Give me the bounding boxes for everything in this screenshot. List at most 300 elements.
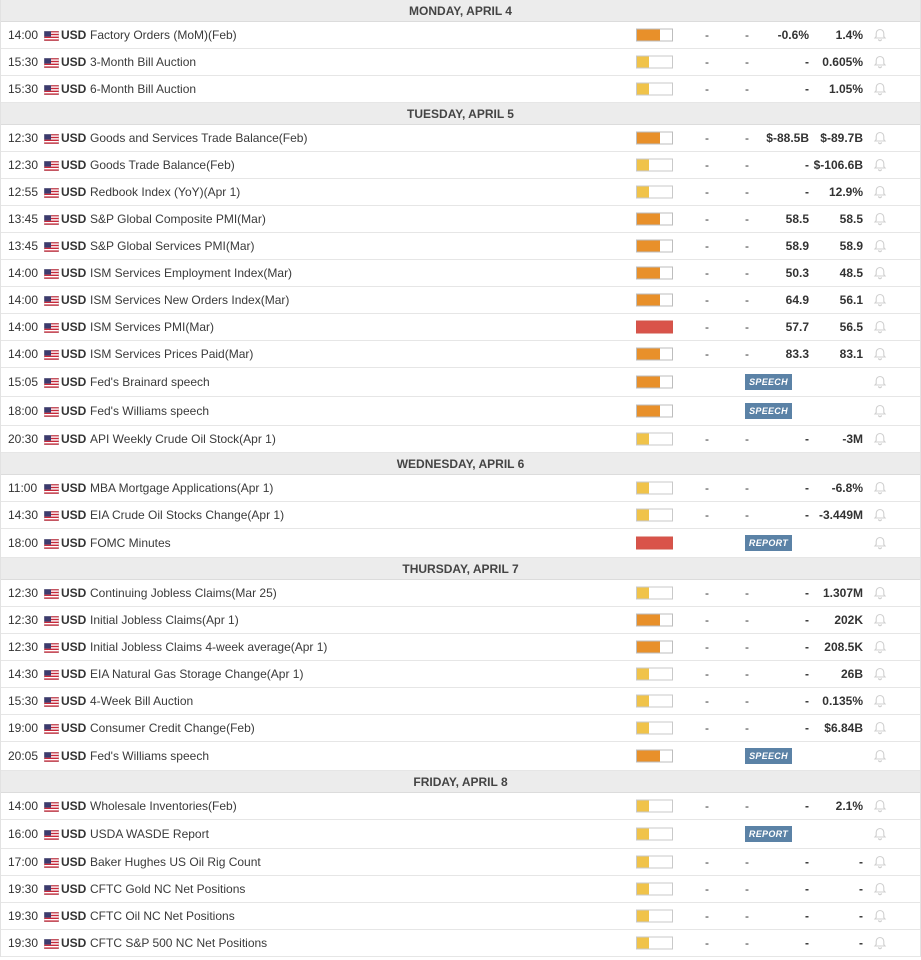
us-flag-icon — [44, 615, 59, 625]
bell-icon[interactable] — [873, 667, 887, 681]
event-value-c1: - — [705, 721, 709, 735]
bell-icon[interactable] — [873, 320, 887, 334]
event-value-c4: - — [859, 909, 863, 923]
impact-indicator — [636, 348, 673, 361]
event-value-c1: - — [705, 586, 709, 600]
event-name[interactable]: Fed's Williams speech — [90, 749, 209, 763]
event-time: 14:00 — [8, 320, 39, 334]
event-row[interactable] — [1, 475, 920, 502]
bell-icon[interactable] — [873, 536, 887, 550]
event-time: 15:30 — [8, 55, 39, 69]
event-row[interactable] — [1, 152, 920, 179]
impact-fill — [637, 884, 649, 895]
event-time: 12:30 — [8, 131, 39, 145]
event-row[interactable] — [1, 688, 920, 715]
event-value-c4: 2.1% — [835, 799, 863, 813]
event-value-c1: - — [705, 239, 709, 253]
event-value-c4: 1.05% — [828, 82, 863, 96]
day-header: THURSDAY, APRIL 7 — [1, 558, 920, 580]
event-time: 13:45 — [8, 212, 39, 226]
impact-fill — [637, 377, 660, 388]
event-currency: USD — [61, 694, 87, 708]
impact-indicator — [636, 722, 673, 735]
speech-badge[interactable]: SPEECH — [745, 403, 792, 419]
impact-fill — [637, 588, 649, 599]
impact-fill — [637, 538, 672, 549]
us-flag-icon — [44, 829, 59, 839]
event-name[interactable]: ISM Services New Orders Index(Mar) — [90, 293, 290, 307]
event-value-c2: - — [745, 936, 749, 950]
event-value-c3: - — [805, 721, 809, 735]
event-value-c1: - — [705, 909, 709, 923]
bell-icon[interactable] — [873, 293, 887, 307]
day-header: MONDAY, APRIL 4 — [1, 0, 920, 22]
us-flag-icon — [44, 857, 59, 867]
impact-indicator — [636, 750, 673, 763]
day-header: TUESDAY, APRIL 5 — [1, 103, 920, 125]
event-value-c3: - — [805, 909, 809, 923]
bell-icon[interactable] — [873, 131, 887, 145]
event-time: 20:30 — [8, 432, 39, 446]
event-time: 19:00 — [8, 721, 39, 735]
event-value-c3: - — [805, 586, 809, 600]
event-name[interactable]: CFTC Oil NC Net Positions — [90, 909, 235, 923]
impact-fill — [637, 322, 672, 333]
event-value-c2: - — [745, 266, 749, 280]
event-row[interactable] — [1, 49, 920, 76]
event-row[interactable] — [1, 260, 920, 287]
event-name[interactable]: EIA Natural Gas Storage Change(Apr 1) — [90, 667, 304, 681]
event-currency: USD — [61, 158, 87, 172]
event-row[interactable] — [1, 22, 920, 49]
impact-fill — [637, 406, 660, 417]
impact-fill — [637, 751, 660, 762]
event-currency: USD — [61, 536, 87, 550]
event-name[interactable]: Factory Orders (MoM)(Feb) — [90, 28, 237, 42]
event-time: 15:30 — [8, 82, 39, 96]
us-flag-icon — [44, 938, 59, 948]
impact-indicator — [636, 587, 673, 600]
event-row[interactable] — [1, 793, 920, 820]
event-name[interactable]: S&P Global Services PMI(Mar) — [90, 239, 255, 253]
bell-icon[interactable] — [873, 158, 887, 172]
event-time: 17:00 — [8, 855, 39, 869]
us-flag-icon — [44, 669, 59, 679]
bell-icon[interactable] — [873, 749, 887, 763]
event-row[interactable] — [1, 876, 920, 903]
us-flag-icon — [44, 30, 59, 40]
bell-icon[interactable] — [873, 375, 887, 389]
event-time: 14:00 — [8, 799, 39, 813]
event-value-c2: - — [745, 694, 749, 708]
impact-fill — [637, 669, 649, 680]
us-flag-icon — [44, 801, 59, 811]
impact-indicator — [636, 828, 673, 841]
report-badge[interactable]: REPORT — [745, 535, 792, 551]
event-value-c3: $-88.5B — [766, 131, 809, 145]
us-flag-icon — [44, 911, 59, 921]
event-value-c2: - — [745, 909, 749, 923]
event-value-c3: - — [805, 799, 809, 813]
event-value-c4: 83.1 — [839, 347, 863, 361]
event-value-c4: 26B — [840, 667, 863, 681]
bell-icon[interactable] — [873, 640, 887, 654]
event-value-c4: -3M — [842, 432, 863, 446]
impact-fill — [637, 642, 660, 653]
event-value-c1: - — [705, 936, 709, 950]
bell-icon[interactable] — [873, 481, 887, 495]
event-value-c4: 58.9 — [839, 239, 863, 253]
event-currency: USD — [61, 855, 87, 869]
event-currency: USD — [61, 640, 87, 654]
us-flag-icon — [44, 884, 59, 894]
event-value-c1: - — [705, 293, 709, 307]
event-row[interactable] — [1, 607, 920, 634]
event-value-c4: 48.5 — [839, 266, 863, 280]
impact-fill — [637, 938, 649, 949]
event-name[interactable]: 4-Week Bill Auction — [90, 694, 194, 708]
event-row[interactable] — [1, 661, 920, 688]
event-value-c3: 58.9 — [785, 239, 809, 253]
event-value-c2: - — [745, 508, 749, 522]
event-value-c4: 1.307M — [822, 586, 863, 600]
event-value-c4: 202K — [834, 613, 863, 627]
event-name[interactable]: Goods and Services Trade Balance(Feb) — [90, 131, 308, 145]
event-row[interactable] — [1, 179, 920, 206]
impact-fill — [637, 30, 660, 41]
event-value-c2: - — [745, 347, 749, 361]
event-row[interactable] — [1, 529, 920, 558]
event-value-c3: 57.7 — [785, 320, 809, 334]
event-value-c4: 12.9% — [828, 185, 863, 199]
bell-icon[interactable] — [873, 82, 887, 96]
event-value-c2: - — [745, 82, 749, 96]
event-value-c1: - — [705, 55, 709, 69]
us-flag-icon — [44, 483, 59, 493]
event-name[interactable]: Continuing Jobless Claims(Mar 25) — [90, 586, 277, 600]
bell-icon[interactable] — [873, 586, 887, 600]
event-value-c1: - — [705, 266, 709, 280]
event-value-c3: - — [805, 640, 809, 654]
event-time: 12:30 — [8, 613, 39, 627]
event-currency: USD — [61, 266, 87, 280]
event-name[interactable]: Goods Trade Balance(Feb) — [90, 158, 235, 172]
event-value-c3: 50.3 — [785, 266, 809, 280]
event-name[interactable]: Fed's Williams speech — [90, 404, 209, 418]
us-flag-icon — [44, 84, 59, 94]
impact-indicator — [636, 695, 673, 708]
event-row[interactable] — [1, 502, 920, 529]
event-value-c2: - — [745, 293, 749, 307]
event-currency: USD — [61, 613, 87, 627]
event-row[interactable] — [1, 820, 920, 849]
report-badge[interactable]: REPORT — [745, 826, 792, 842]
us-flag-icon — [44, 268, 59, 278]
impact-indicator — [636, 186, 673, 199]
impact-indicator — [636, 800, 673, 813]
event-currency: USD — [61, 239, 87, 253]
event-value-c3: - — [805, 82, 809, 96]
event-name[interactable]: CFTC Gold NC Net Positions — [90, 882, 246, 896]
impact-fill — [637, 696, 649, 707]
us-flag-icon — [44, 241, 59, 251]
event-row[interactable] — [1, 287, 920, 314]
event-value-c1: - — [705, 185, 709, 199]
bell-icon[interactable] — [873, 432, 887, 446]
event-value-c3: - — [805, 855, 809, 869]
event-currency: USD — [61, 909, 87, 923]
event-row[interactable] — [1, 368, 920, 397]
event-time: 12:30 — [8, 158, 39, 172]
event-time: 19:30 — [8, 909, 39, 923]
event-value-c3: - — [805, 481, 809, 495]
impact-fill — [637, 295, 660, 306]
impact-fill — [637, 483, 649, 494]
impact-indicator — [636, 537, 673, 550]
event-currency: USD — [61, 508, 87, 522]
us-flag-icon — [44, 214, 59, 224]
event-value-c2: - — [745, 667, 749, 681]
event-row[interactable] — [1, 125, 920, 152]
impact-fill — [637, 723, 649, 734]
event-currency: USD — [61, 586, 87, 600]
bell-icon[interactable] — [873, 827, 887, 841]
impact-indicator — [636, 213, 673, 226]
us-flag-icon — [44, 322, 59, 332]
impact-indicator — [636, 132, 673, 145]
impact-fill — [637, 84, 649, 95]
event-name[interactable]: ISM Services PMI(Mar) — [90, 320, 215, 334]
us-flag-icon — [44, 510, 59, 520]
event-value-c4: 0.605% — [822, 55, 863, 69]
event-row[interactable] — [1, 580, 920, 607]
event-value-c1: - — [705, 667, 709, 681]
speech-badge[interactable]: SPEECH — [745, 374, 792, 390]
event-value-c4: 208.5K — [824, 640, 863, 654]
event-value-c1: - — [705, 694, 709, 708]
event-value-c2: - — [745, 432, 749, 446]
event-value-c2: - — [745, 586, 749, 600]
impact-fill — [637, 241, 660, 252]
event-value-c2: - — [745, 721, 749, 735]
impact-fill — [637, 57, 649, 68]
event-row[interactable] — [1, 715, 920, 742]
event-row[interactable] — [1, 76, 920, 103]
event-row[interactable] — [1, 397, 920, 426]
impact-fill — [637, 434, 649, 445]
impact-fill — [637, 160, 649, 171]
event-value-c1: - — [705, 799, 709, 813]
impact-fill — [637, 510, 649, 521]
event-name[interactable]: S&P Global Composite PMI(Mar) — [90, 212, 266, 226]
event-value-c4: - — [859, 882, 863, 896]
event-currency: USD — [61, 667, 87, 681]
bell-icon[interactable] — [873, 936, 887, 950]
event-row[interactable] — [1, 930, 920, 957]
event-row[interactable] — [1, 206, 920, 233]
event-currency: USD — [61, 375, 87, 389]
event-value-c2: - — [745, 131, 749, 145]
event-currency: USD — [61, 799, 87, 813]
impact-fill — [637, 214, 660, 225]
event-value-c2: - — [745, 239, 749, 253]
event-value-c4: - — [859, 855, 863, 869]
event-value-c4: $-106.6B — [813, 158, 863, 172]
event-name[interactable]: Redbook Index (YoY)(Apr 1) — [90, 185, 241, 199]
event-value-c4: 0.135% — [822, 694, 863, 708]
event-value-c3: - — [805, 694, 809, 708]
bell-icon[interactable] — [873, 909, 887, 923]
bell-icon[interactable] — [873, 185, 887, 199]
bell-icon[interactable] — [873, 799, 887, 813]
event-value-c3: - — [805, 508, 809, 522]
event-row[interactable] — [1, 233, 920, 260]
event-row[interactable] — [1, 849, 920, 876]
bell-icon[interactable] — [873, 404, 887, 418]
event-time: 11:00 — [8, 481, 38, 495]
event-time: 18:00 — [8, 536, 39, 550]
us-flag-icon — [44, 588, 59, 598]
us-flag-icon — [44, 406, 59, 416]
event-value-c4: 56.1 — [839, 293, 863, 307]
event-row[interactable] — [1, 634, 920, 661]
speech-badge[interactable]: SPEECH — [745, 748, 792, 764]
us-flag-icon — [44, 723, 59, 733]
impact-fill — [637, 615, 660, 626]
impact-indicator — [636, 321, 673, 334]
event-time: 15:30 — [8, 694, 39, 708]
event-currency: USD — [61, 936, 87, 950]
event-value-c3: - — [805, 667, 809, 681]
event-value-c3: -0.6% — [777, 28, 809, 42]
event-time: 12:30 — [8, 586, 39, 600]
impact-indicator — [636, 910, 673, 923]
event-value-c4: 56.5 — [839, 320, 863, 334]
event-time: 14:00 — [8, 293, 39, 307]
event-value-c4: $-89.7B — [820, 131, 863, 145]
event-value-c2: - — [745, 481, 749, 495]
bell-icon[interactable] — [873, 855, 887, 869]
event-value-c1: - — [705, 613, 709, 627]
event-time: 13:45 — [8, 239, 39, 253]
impact-indicator — [636, 56, 673, 69]
impact-indicator — [636, 509, 673, 522]
day-header: FRIDAY, APRIL 8 — [1, 771, 920, 793]
bell-icon[interactable] — [873, 28, 887, 42]
event-name[interactable]: MBA Mortgage Applications(Apr 1) — [90, 481, 274, 495]
bell-icon[interactable] — [873, 882, 887, 896]
event-value-c3: - — [805, 158, 809, 172]
event-name[interactable]: Consumer Credit Change(Feb) — [90, 721, 255, 735]
event-value-c1: - — [705, 82, 709, 96]
bell-icon[interactable] — [873, 212, 887, 226]
event-row[interactable] — [1, 742, 920, 771]
bell-icon[interactable] — [873, 266, 887, 280]
bell-icon[interactable] — [873, 721, 887, 735]
event-value-c2: - — [745, 158, 749, 172]
event-value-c3: 58.5 — [785, 212, 809, 226]
impact-fill — [637, 801, 649, 812]
event-name[interactable]: 6-Month Bill Auction — [90, 82, 197, 96]
impact-indicator — [636, 883, 673, 896]
event-time: 14:30 — [8, 508, 39, 522]
event-value-c1: - — [705, 508, 709, 522]
bell-icon[interactable] — [873, 55, 887, 69]
event-time: 19:30 — [8, 936, 39, 950]
impact-fill — [637, 857, 649, 868]
event-value-c1: - — [705, 320, 709, 334]
us-flag-icon — [44, 349, 59, 359]
bell-icon[interactable] — [873, 239, 887, 253]
event-time: 18:00 — [8, 404, 39, 418]
event-name[interactable]: Wholesale Inventories(Feb) — [90, 799, 237, 813]
event-value-c2: - — [745, 799, 749, 813]
event-currency: USD — [61, 28, 87, 42]
impact-indicator — [636, 267, 673, 280]
impact-indicator — [636, 856, 673, 869]
bell-icon[interactable] — [873, 347, 887, 361]
impact-indicator — [636, 668, 673, 681]
event-value-c3: 83.3 — [785, 347, 809, 361]
event-currency: USD — [61, 82, 87, 96]
event-name[interactable]: EIA Crude Oil Stocks Change(Apr 1) — [90, 508, 285, 522]
event-value-c3: - — [805, 185, 809, 199]
event-currency: USD — [61, 721, 87, 735]
event-name[interactable]: ISM Services Employment Index(Mar) — [90, 266, 293, 280]
event-value-c2: - — [745, 28, 749, 42]
event-name[interactable]: Initial Jobless Claims 4-week average(Apr 1) — [90, 640, 328, 654]
event-row[interactable] — [1, 314, 920, 341]
bell-icon[interactable] — [873, 694, 887, 708]
event-value-c1: - — [705, 28, 709, 42]
event-currency: USD — [61, 55, 87, 69]
bell-icon[interactable] — [873, 613, 887, 627]
event-time: 12:30 — [8, 640, 39, 654]
event-name[interactable]: API Weekly Crude Oil Stock(Apr 1) — [90, 432, 276, 446]
bell-icon[interactable] — [873, 508, 887, 522]
event-row[interactable] — [1, 426, 920, 453]
event-value-c1: - — [705, 212, 709, 226]
us-flag-icon — [44, 57, 59, 67]
us-flag-icon — [44, 295, 59, 305]
event-value-c3: 64.9 — [785, 293, 809, 307]
event-value-c1: - — [705, 158, 709, 172]
event-time: 14:00 — [8, 347, 39, 361]
event-name[interactable]: Initial Jobless Claims(Apr 1) — [90, 613, 239, 627]
event-name[interactable]: FOMC Minutes — [90, 536, 171, 550]
event-value-c4: 1.4% — [835, 28, 863, 42]
event-row[interactable] — [1, 341, 920, 368]
event-name[interactable]: ISM Services Prices Paid(Mar) — [90, 347, 254, 361]
event-value-c2: - — [745, 855, 749, 869]
us-flag-icon — [44, 434, 59, 444]
event-value-c4: - — [859, 936, 863, 950]
us-flag-icon — [44, 133, 59, 143]
event-name[interactable]: Baker Hughes US Oil Rig Count — [90, 855, 261, 869]
us-flag-icon — [44, 160, 59, 170]
us-flag-icon — [44, 696, 59, 706]
event-time: 14:30 — [8, 667, 39, 681]
event-value-c3: - — [805, 936, 809, 950]
event-name[interactable]: 3-Month Bill Auction — [90, 55, 197, 69]
event-name[interactable]: USDA WASDE Report — [90, 827, 209, 841]
event-name[interactable]: CFTC S&P 500 NC Net Positions — [90, 936, 268, 950]
event-name[interactable]: Fed's Brainard speech — [90, 375, 210, 389]
impact-indicator — [636, 405, 673, 418]
day-header: WEDNESDAY, APRIL 6 — [1, 453, 920, 475]
event-value-c1: - — [705, 432, 709, 446]
event-row[interactable] — [1, 903, 920, 930]
